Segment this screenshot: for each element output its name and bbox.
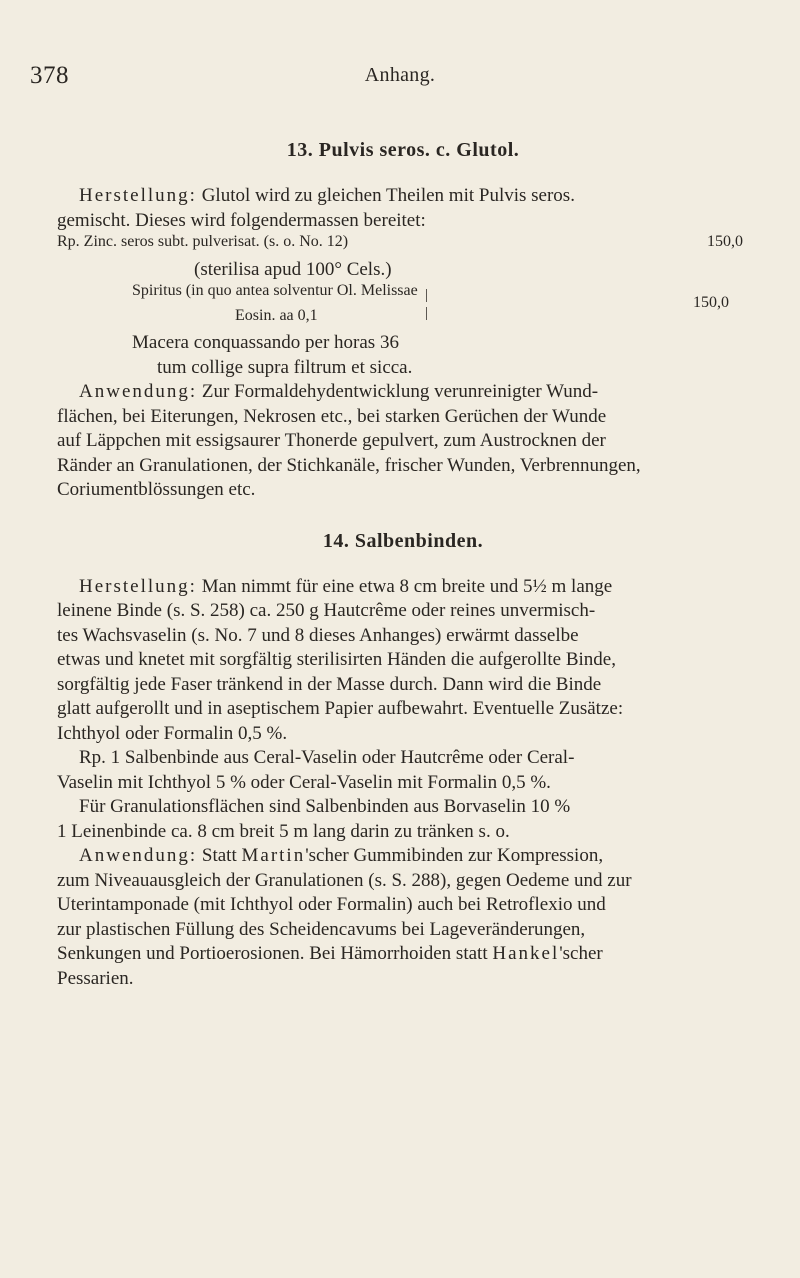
s13-use-line-5: Coriumentblössungen etc. — [57, 479, 256, 500]
s14-use-text-b: 'scher Gummibinden zur Kompression, — [305, 845, 604, 866]
s14-use-end: Pessarien. — [57, 967, 134, 989]
s14-gran-line-1: Für Granulationsflächen sind Salbenbinden aus Borvaselin 10 % — [79, 796, 571, 817]
s14-use-line-2: zum Niveauausgleich der Granulationen (s. S. 288), gegen Oedeme und zur — [57, 869, 632, 891]
s13-eosin: Eosin. aa 0,1 — [235, 306, 318, 324]
s14-use-line — [57, 844, 749, 869]
s13-group-qty: 150,0 — [693, 294, 729, 311]
section-13-title: 13. Pulvis seros. c. Glutol. — [286, 139, 520, 161]
s14-use-line-4: zur plastischen Füllung des Scheidencavums bei Lageveränderungen, — [57, 918, 586, 940]
s13-rp-qty: 150,0 — [707, 233, 743, 250]
s13-use-term: Anwendung: — [79, 381, 198, 402]
s14-use-term: Anwendung: — [79, 845, 198, 866]
page-header — [30, 62, 770, 98]
s13-use-line-4: Ränder an Granulationen, der Stichkanäle, frischer Wunden, Verbrennungen, — [57, 454, 641, 476]
s14-prep-line-5: sorgfältig jede Faser tränkend in der Masse durch. Dann wird die Binde — [57, 673, 602, 695]
s13-spiritus: Spiritus (in quo antea solventur Ol. Melissae — [132, 282, 418, 299]
s13-prep-line-2: gemischt. Dieses wird folgendermassen bereitet: — [57, 209, 426, 231]
s13-spiritus-group — [57, 282, 749, 331]
s14-use-line-3: Uterintamponade (mit Ichthyol oder Formalin) auch bei Retroflexio und — [57, 894, 606, 915]
s13-prep-text: Glutol wird zu gleichen Theilen mit Pulvis seros. — [196, 185, 575, 206]
s13-prep-term: Herstellung: — [79, 185, 197, 206]
s14-prep-line — [57, 575, 749, 600]
s13-macera: Macera conquassando per horas 36 — [132, 332, 399, 353]
s13-use-line-2: flächen, bei Eiterungen, Nekrosen etc., bei starken Gerüchen der Wunde — [57, 405, 607, 427]
s13-sterilisa: (sterilisa apud 100° Cels.) — [194, 258, 392, 280]
s13-rp-row — [57, 233, 749, 258]
s14-rp-line-1: Rp. 1 Salbenbinde aus Ceral-Vaselin oder Hautcrême oder Ceral- — [79, 747, 575, 768]
s13-use-line-3: auf Läppchen mit essigsaurer Thonerde gepulvert, zum Austrocknen der — [57, 430, 606, 451]
s14-rp-line-2: Vaselin mit Ichthyol 5 % oder Ceral-Vaselin mit Formalin 0,5 %. — [57, 771, 551, 793]
s14-prep-line-3: tes Wachsvaselin (s. No. 7 und 8 dieses Anhanges) erwärmt dasselbe — [57, 624, 579, 646]
s14-prep-term: Herstellung: — [79, 575, 197, 597]
s14-prep-line-7: Ichthyol oder Formalin 0,5 %. — [57, 722, 288, 744]
s14-prep-text: Man nimmt für eine etwa 8 cm breite und 5½ m lange — [196, 575, 613, 597]
s13-use-line — [57, 380, 749, 405]
section-14-title: 14. Salbenbinden. — [322, 529, 484, 552]
s13-tum: tum collige supra filtrum et sicca. — [157, 356, 413, 378]
s14-use-name-martin: Martin — [241, 845, 306, 866]
s14-use-last-b: 'scher — [559, 943, 603, 964]
s13-rp-line: Rp. Zinc. seros subt. pulverisat. (s. o. No. 12) — [57, 233, 349, 250]
s14-use-name-hankel: Hankel — [492, 943, 560, 964]
s14-use-last-a: Senkungen und Portioerosionen. Bei Hämorrhoiden statt — [57, 943, 493, 964]
s14-prep-line-4: etwas und knetet mit sorgfältig sterilisirten Händen die aufgerollte Binde, — [57, 649, 616, 670]
running-head: Anhang. — [364, 64, 436, 86]
page-number: 378 — [30, 62, 69, 89]
s14-prep-line-6: glatt aufgerollt und in aseptischem Papier aufbewahrt. Eventuelle Zusätze: — [57, 698, 624, 719]
s14-use-line-5 — [57, 942, 749, 967]
s13-use-text: Zur Formaldehydentwicklung verunreinigter Wund- — [197, 381, 599, 402]
s14-gran-line-2: 1 Leinenbinde ca. 8 cm breit 5 m lang darin zu tränken s. o. — [57, 820, 510, 842]
page-body — [57, 136, 749, 991]
s13-prep-line — [57, 184, 749, 209]
s14-prep-line-2: leinene Binde (s. S. 258) ca. 250 g Hautcrême oder reines unvermisch- — [57, 600, 596, 621]
brace-symbol: | | — [425, 287, 429, 321]
s14-use-text-a: Statt — [197, 845, 242, 866]
